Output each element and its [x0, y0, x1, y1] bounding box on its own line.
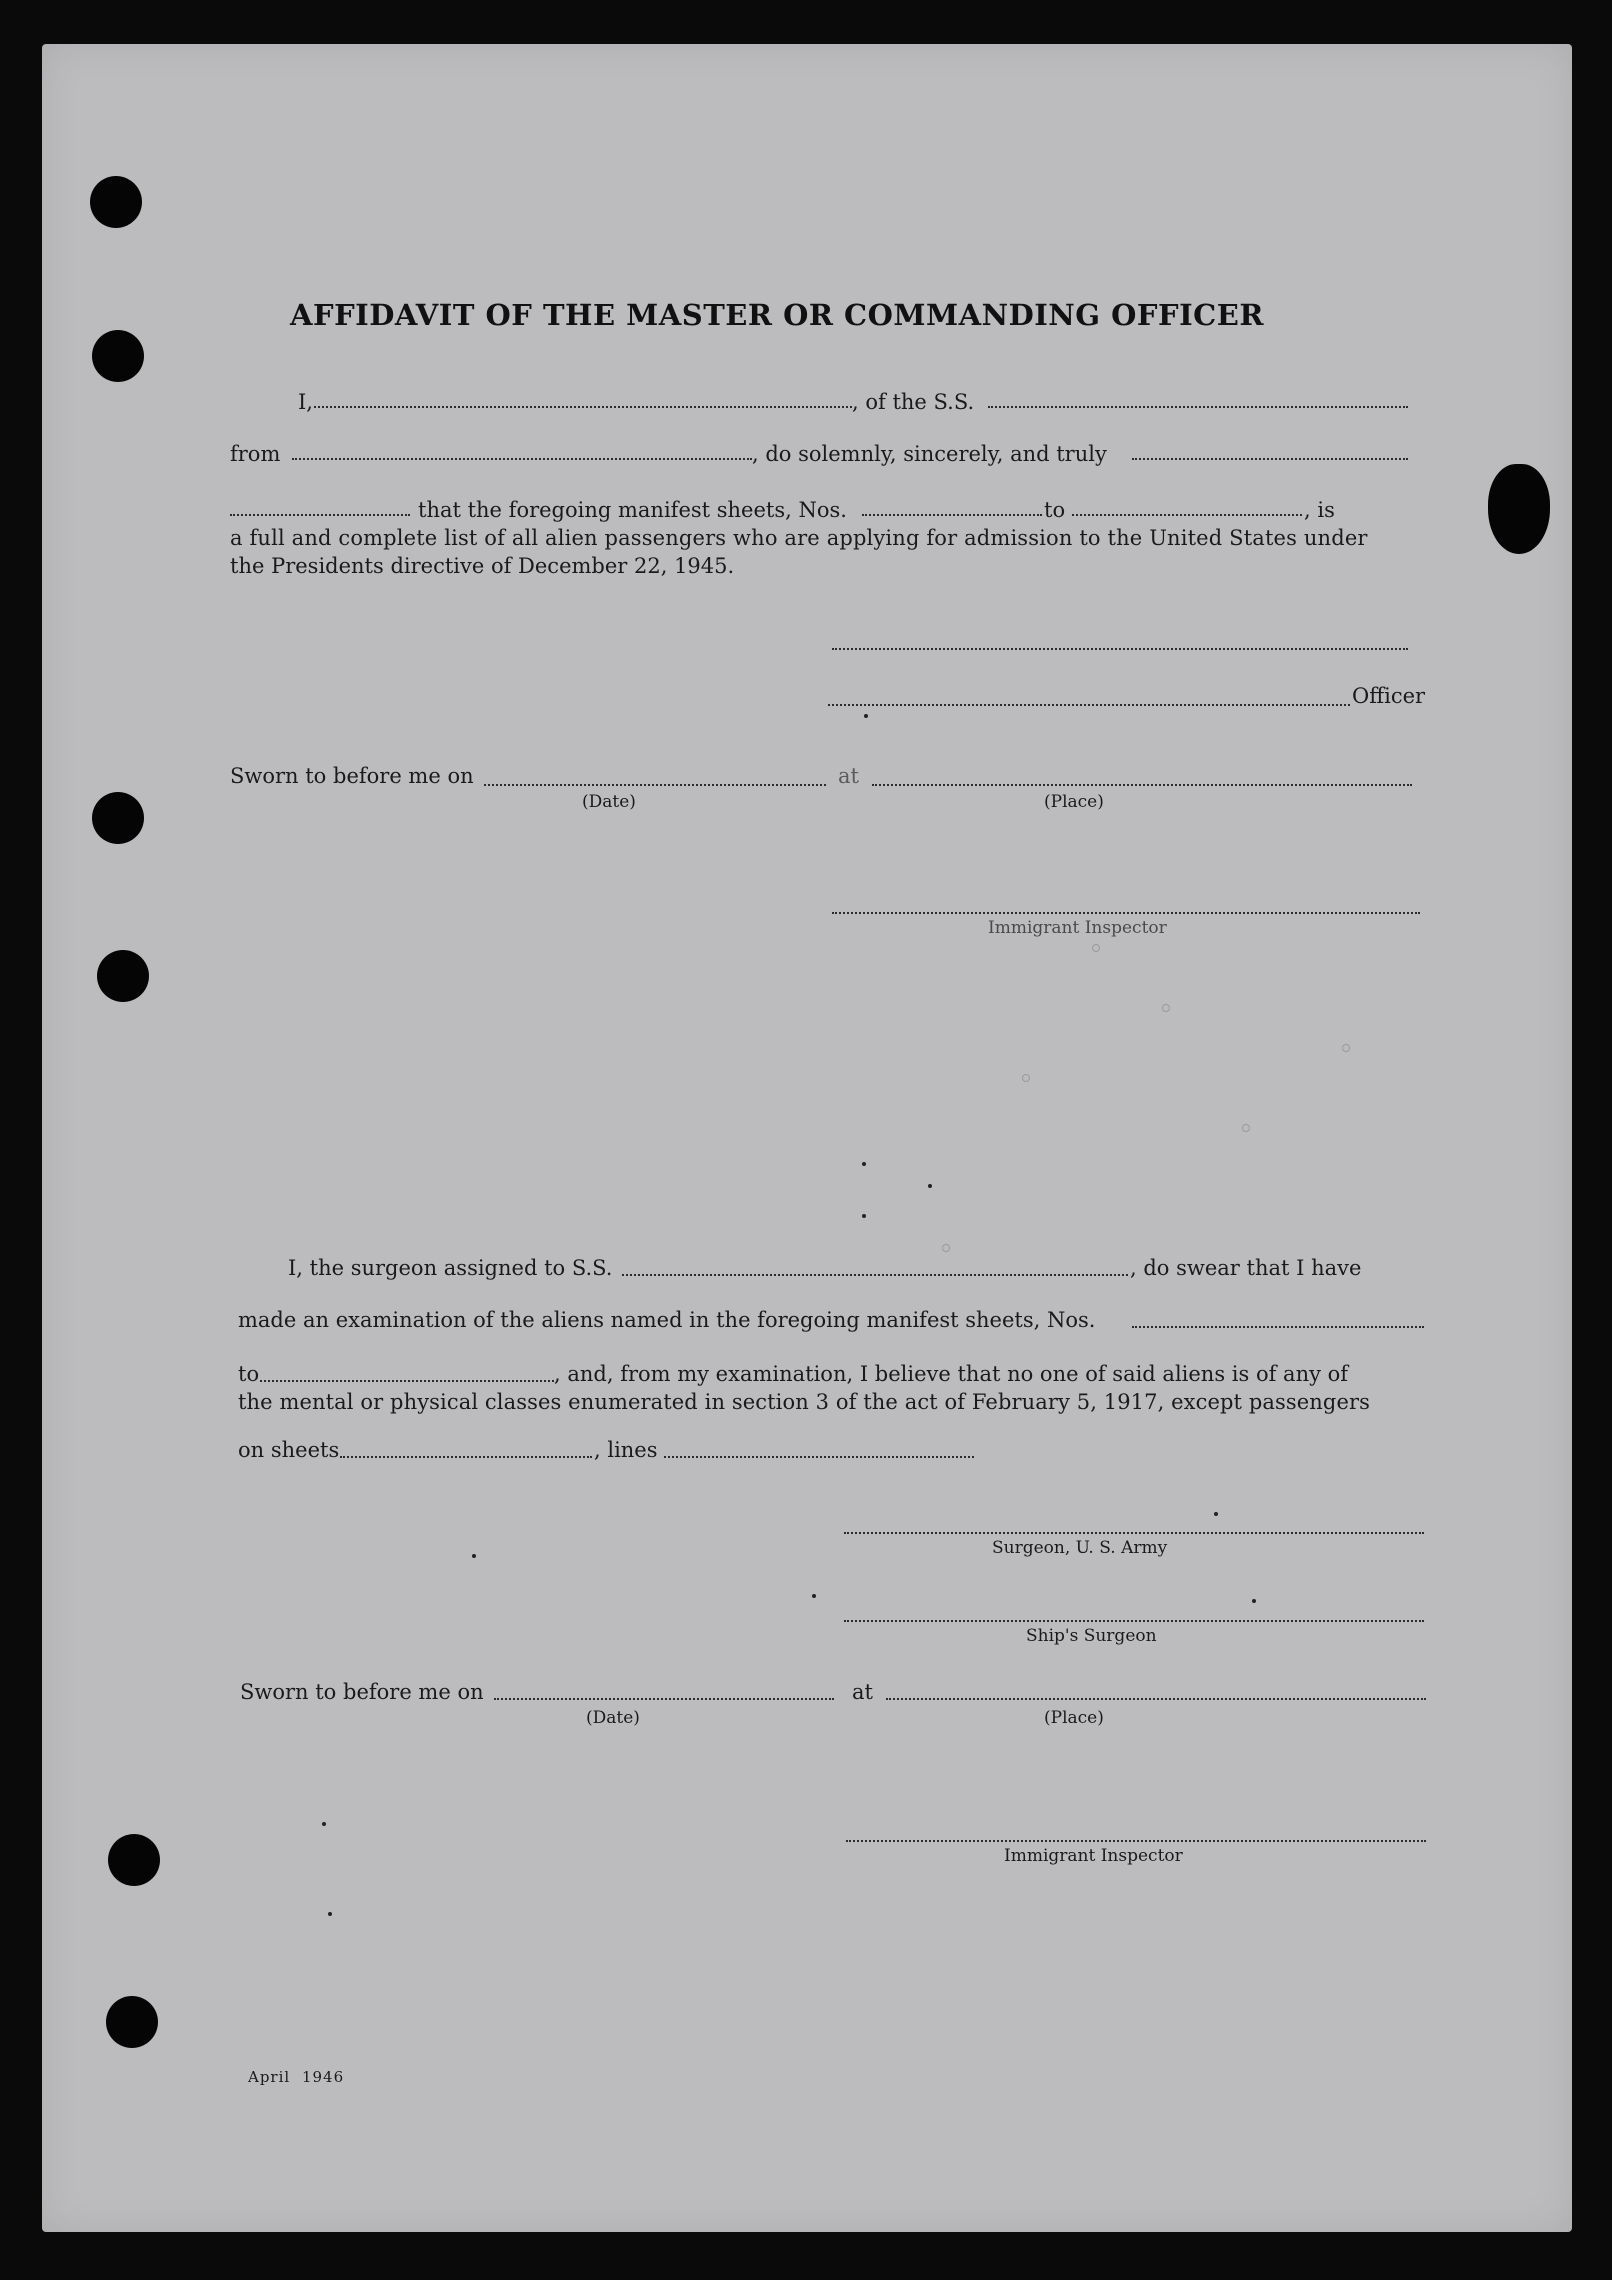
surgeon-at-label: at: [852, 1680, 873, 1704]
master-sworn-label: Sworn to before me on: [230, 764, 474, 788]
speck: [928, 1184, 932, 1188]
speck: [862, 1162, 866, 1166]
master-inspector-signature-field[interactable]: [832, 912, 1420, 914]
master-line1-mid: , of the S.S.: [852, 390, 975, 414]
form-date-footer: April 1946: [248, 2068, 345, 2086]
surgeon-sheets-to-field[interactable]: [260, 1380, 554, 1382]
sheets-to-field[interactable]: [1072, 514, 1302, 516]
master-line1-start: I,: [298, 390, 313, 414]
surgeon-line3-start: to: [238, 1362, 260, 1386]
speck: [862, 1214, 866, 1218]
ship-surgeon-signature-field[interactable]: [844, 1620, 1424, 1622]
officer-signature-field[interactable]: [828, 704, 1350, 706]
speck: [864, 714, 868, 718]
master-date-label: (Date): [582, 792, 636, 812]
surgeon-sworn-label: Sworn to before me on: [240, 1680, 484, 1704]
master-signature-field[interactable]: [832, 648, 1408, 650]
master-inspector-label: Immigrant Inspector: [988, 918, 1167, 938]
master-line2-start: from: [230, 442, 281, 466]
master-name-field[interactable]: [314, 406, 852, 408]
surgeon-line3-end: , and, from my examination, I believe that no one of said aliens is of any of: [554, 1362, 1349, 1386]
punch-hole-icon: [97, 950, 149, 1002]
surgeon-sworn-date-field[interactable]: [494, 1698, 834, 1700]
master-line5: the Presidents directive of December 22, 1945.: [230, 554, 735, 578]
army-surgeon-label: Surgeon, U. S. Army: [992, 1538, 1168, 1558]
master-line3-end: , is: [1304, 498, 1335, 522]
speck: [1022, 1074, 1030, 1082]
speck: [1214, 1512, 1218, 1516]
surgeon-line4: the mental or physical classes enumerated in section 3 of the act of February 5, 1917, except passengers: [238, 1390, 1371, 1414]
surgeon-on-sheets-field[interactable]: [340, 1456, 592, 1458]
army-surgeon-signature-field[interactable]: [844, 1532, 1424, 1534]
ship-name-field[interactable]: [988, 406, 1408, 408]
master-line4: a full and complete list of all alien passengers who are applying for admission to the United States under: [230, 526, 1368, 550]
ship-surgeon-label: Ship's Surgeon: [1026, 1626, 1157, 1646]
punch-hole-icon: [92, 792, 144, 844]
officer-label: Officer: [1352, 684, 1426, 708]
master-place-label: (Place): [1044, 792, 1104, 812]
punch-hole-icon: [92, 330, 144, 382]
speck: [1252, 1599, 1256, 1603]
speck: [1242, 1124, 1250, 1132]
declaration-cont-field[interactable]: [230, 514, 410, 516]
surgeon-sheets-from-field[interactable]: [1132, 1326, 1424, 1328]
surgeon-line5-mid: , lines: [594, 1438, 658, 1462]
page-title: AFFIDAVIT OF THE MASTER OR COMMANDING OFFICER: [290, 298, 1264, 332]
port-from-field[interactable]: [292, 458, 752, 460]
speck: [322, 1822, 326, 1826]
master-line2-mid: , do solemnly, sincerely, and truly: [752, 442, 1107, 466]
surgeon-inspector-signature-field[interactable]: [846, 1840, 1426, 1842]
speck: [812, 1594, 816, 1598]
master-sworn-date-field[interactable]: [484, 784, 826, 786]
surgeon-inspector-label: Immigrant Inspector: [1004, 1846, 1183, 1866]
surgeon-line2: made an examination of the aliens named in the foregoing manifest sheets, Nos.: [238, 1308, 1096, 1332]
punch-hole-icon: [106, 1996, 158, 2048]
sheets-from-field[interactable]: [862, 514, 1042, 516]
speck: [472, 1554, 476, 1558]
form-sheet: [42, 44, 1572, 2232]
speck: [1342, 1044, 1350, 1052]
surgeon-ship-field[interactable]: [622, 1274, 1128, 1276]
master-line3-mid: that the foregoing manifest sheets, Nos.: [418, 498, 847, 522]
speck: [1092, 944, 1100, 952]
surgeon-line1-start: I, the surgeon assigned to S.S.: [288, 1256, 613, 1280]
surgeon-place-label: (Place): [1044, 1708, 1104, 1728]
surgeon-line1-end: , do swear that I have: [1130, 1256, 1362, 1280]
punch-hole-icon: [90, 176, 142, 228]
master-at-label: at: [838, 764, 859, 788]
master-sworn-place-field[interactable]: [872, 784, 1412, 786]
surgeon-date-label: (Date): [586, 1708, 640, 1728]
surgeon-lines-field[interactable]: [664, 1456, 974, 1458]
speck: [1162, 1004, 1170, 1012]
master-line3-to: to: [1044, 498, 1066, 522]
punch-hole-icon: [1488, 464, 1550, 554]
surgeon-sworn-place-field[interactable]: [886, 1698, 1426, 1700]
punch-hole-icon: [108, 1834, 160, 1886]
surgeon-line5-start: on sheets: [238, 1438, 340, 1462]
speck: [328, 1912, 332, 1916]
speck: [942, 1244, 950, 1252]
declaration-field[interactable]: [1132, 458, 1408, 460]
